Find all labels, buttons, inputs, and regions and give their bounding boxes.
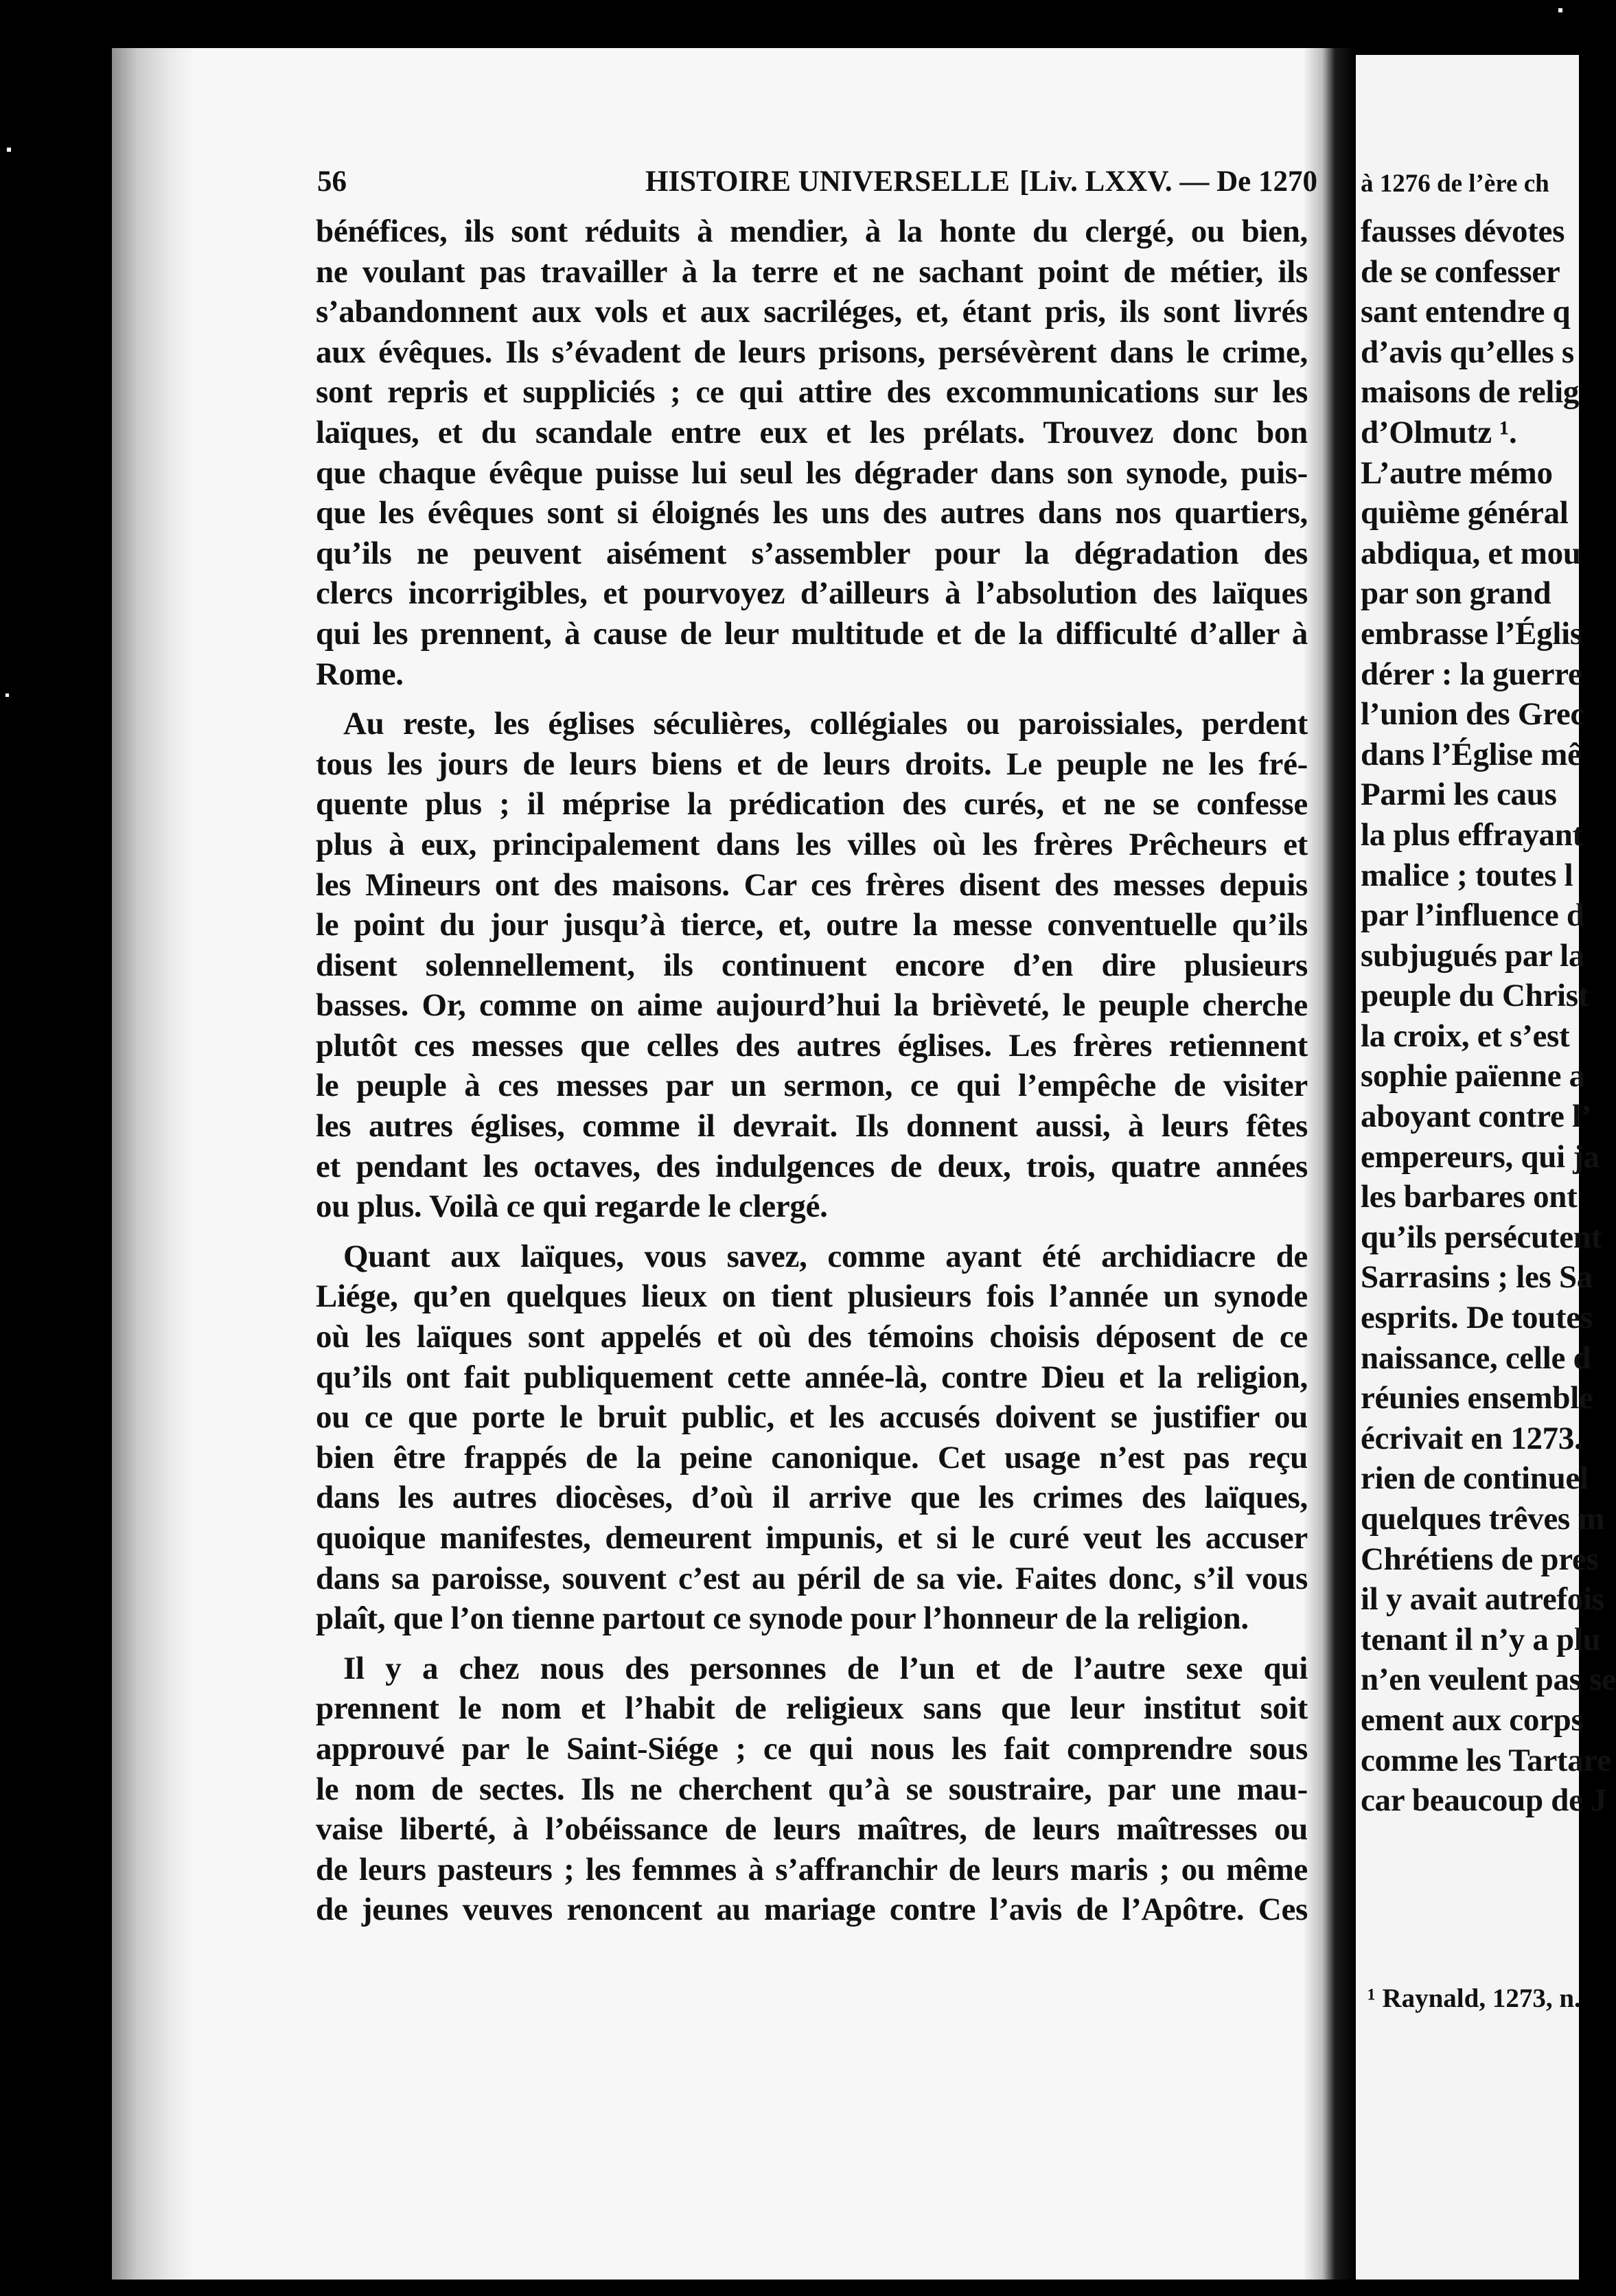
text-line: sont repris et suppliciés ; ce qui attire des excommunications sur les <box>316 374 1308 411</box>
book-title: HISTOIRE UNIVERSELLE <box>645 165 1010 198</box>
right-text-line: quième général <box>1361 495 1569 531</box>
book-range: [Liv. LXXV. — De 1270 <box>1019 165 1318 198</box>
text-line: aux évêques. Ils s’évadent de leurs prisons, persévèrent dans le crime, <box>316 334 1308 370</box>
right-text-line: d’Olmutz ¹. <box>1361 414 1517 450</box>
running-header <box>317 165 1318 206</box>
right-text-line: naissance, celle d <box>1361 1340 1591 1376</box>
page-edge-shadow <box>112 48 194 2280</box>
right-text-line: empereurs, qui ja <box>1361 1138 1600 1175</box>
text-line: qu’ils ont fait publiquement cette année-là, contre Dieu et la religion, <box>316 1359 1308 1395</box>
right-text-line: subjugués par la <box>1361 937 1585 974</box>
text-line: prennent le nom et l’habit de religieux sans que leur institut soit <box>316 1690 1308 1727</box>
text-line: qui les prennent, à cause de leur multitude et de la difficulté d’aller à <box>316 615 1308 652</box>
paragraph-gap <box>316 1227 1308 1237</box>
body-text <box>316 211 1308 1930</box>
right-text-line: maisons de relig <box>1361 374 1580 411</box>
text-line: bien être frappés de la peine canonique. Cet usage n’est pas reçu <box>316 1439 1308 1476</box>
right-text-line: L’autre mémo <box>1361 455 1553 491</box>
right-text-line: la croix, et s’est <box>1361 1018 1570 1054</box>
text-line: et pendant les octaves, des indulgences de deux, trois, quatre années <box>316 1148 1308 1184</box>
right-text-line: Sarrasins ; les Sa <box>1361 1259 1593 1296</box>
right-text-line: écrivait en 1273. <box>1361 1420 1582 1456</box>
right-text-line: Parmi les caus <box>1361 777 1557 813</box>
right-text-line: il y avait autrefois <box>1361 1581 1604 1618</box>
text-line: clercs incorrigibles, et pourvoyez d’ailleurs à l’absolution des laïques <box>316 575 1308 612</box>
right-text-line: réunies ensemble <box>1361 1380 1593 1416</box>
text-line: les autres églises, comme il devrait. Ils donnent aussi, à leurs fêtes <box>316 1108 1308 1145</box>
text-line: plaît, que l’on tienne partout ce synode pour l’honneur de la religion. <box>316 1600 1249 1637</box>
text-line: dans les autres diocèses, d’où il arrive que les crimes des laïques, <box>316 1480 1308 1516</box>
right-text-line: comme les Tartare <box>1361 1742 1611 1778</box>
text-line: le point du jour jusqu’à tierce, et, outre la messe conventuelle qu’ils <box>316 907 1308 943</box>
right-text-line: esprits. De toutes <box>1361 1300 1593 1336</box>
text-line: de jeunes veuves renoncent au mariage contre l’avis de l’Apôtre. Ces <box>316 1892 1308 1928</box>
text-line: plus à eux, principalement dans les villes où les frères Prêcheurs et <box>316 826 1308 862</box>
book-gutter <box>1304 48 1356 2280</box>
right-text-line: qu’ils persécutent <box>1361 1219 1602 1255</box>
page-number: 56 <box>317 165 347 198</box>
text-line: tous les jours de leurs biens et de leurs droits. Le peuple ne les fré- <box>316 746 1308 782</box>
right-text-line: quelques trêves m <box>1361 1501 1605 1537</box>
right-text-line: sant entendre q <box>1361 294 1571 330</box>
text-line: basses. Or, comme on aime aujourd’hui la brièveté, le peuple cherche <box>316 987 1308 1024</box>
right-text-line: sophie païenne a <box>1361 1058 1585 1094</box>
text-line: s’abandonnent aux vols et aux sacriléges, et, étant pris, ils sont livrés <box>316 294 1308 330</box>
text-line: quente plus ; il méprise la prédication des curés, et ne se confesse <box>316 786 1308 823</box>
right-text-line: car beaucoup de J <box>1361 1782 1607 1819</box>
right-text-line: fausses dévotes <box>1361 214 1565 249</box>
text-line: laïques, et du scandale entre eux et les prélats. Trouvez donc bon <box>316 414 1308 450</box>
text-line: approuvé par le Saint-Siége ; ce qui nous les fait comprendre sous <box>316 1730 1308 1767</box>
right-text-line: les barbares ont <box>1361 1179 1578 1215</box>
text-line: bénéfices, ils sont réduits à mendier, à la honte du clergé, ou bien, <box>316 214 1308 249</box>
text-line: Il y a chez nous des personnes de l’un et de l’autre sexe qui <box>343 1650 1308 1686</box>
scan-speck <box>7 148 11 152</box>
right-text-line: par son grand <box>1361 575 1551 612</box>
right-text-line: abdiqua, et mou <box>1361 535 1581 571</box>
footnote: ¹ Raynald, 1273, n. <box>1367 1984 1581 2013</box>
right-text-line: de se confesser <box>1361 253 1560 290</box>
right-page-text <box>1361 211 1616 1821</box>
right-text-line: l’union des Grec <box>1361 696 1584 733</box>
right-text-line: peuple du Christ <box>1361 978 1589 1014</box>
text-line: Liége, qu’en quelques lieux on tient plusieurs fois l’année un synode <box>316 1278 1308 1315</box>
paragraph-gap <box>316 694 1308 704</box>
right-text-line: dérer : la guerre <box>1361 656 1582 692</box>
right-text-line: dans l’Église mê <box>1361 736 1582 772</box>
text-line: dans sa paroisse, souvent c’est au péril de sa vie. Faites donc, s’il vous <box>316 1560 1308 1596</box>
text-line: disent solennellement, ils continuent encore d’en dire plusieurs <box>316 947 1308 983</box>
scan-speck <box>5 693 9 697</box>
right-text-line: Chrétiens de pres <box>1361 1541 1599 1577</box>
right-text-line: ement aux corps <box>1361 1701 1584 1738</box>
right-text-line: la plus effrayant <box>1361 816 1583 853</box>
text-line: quoique manifestes, demeurent impunis, et si le curé veut les accuser <box>316 1520 1308 1556</box>
text-line: vaise liberté, à l’obéissance de leurs maîtres, de leurs maîtresses ou <box>316 1811 1308 1848</box>
text-line: ou ce que porte le bruit public, et les accusés doivent se justifier ou <box>316 1399 1308 1436</box>
right-text-line: rien de continuel <box>1361 1460 1589 1497</box>
text-line: le nom de sectes. Ils ne cherchent qu’à se soustraire, par une mau- <box>316 1771 1308 1807</box>
text-line: de leurs pasteurs ; les femmes à s’affranchir de leurs maris ; ou même <box>316 1851 1308 1887</box>
text-line: Quant aux laïques, vous savez, comme ayant été archidiacre de <box>343 1238 1308 1274</box>
text-line: le peuple à ces messes par un sermon, ce qui l’empêche de visiter <box>316 1068 1308 1104</box>
text-line: Rome. <box>316 656 404 692</box>
right-text-line: n’en veulent pas se <box>1361 1662 1616 1698</box>
text-line: qu’ils ne peuvent aisément s’assembler pour la dégradation des <box>316 535 1308 571</box>
text-line: que chaque évêque puisse lui seul les dégrader dans son synode, puis- <box>316 455 1308 491</box>
text-line: ne voulant pas travailler à la terre et ne sachant point de métier, ils <box>316 253 1308 290</box>
right-text-line: par l’influence d <box>1361 897 1584 934</box>
right-text-line: aboyant contre l’ <box>1361 1099 1592 1135</box>
text-line: Au reste, les églises séculières, collégiales ou paroissiales, perdent <box>343 706 1308 742</box>
text-line: les Mineurs ont des maisons. Car ces frères disent des messes depuis <box>316 866 1308 903</box>
text-line: où les laïques sont appelés et où des témoins choisis déposent de ce <box>316 1319 1308 1355</box>
right-text-line: malice ; toutes l <box>1361 857 1573 893</box>
text-line: que les évêques sont si éloignés les uns des autres dans nos quartiers, <box>316 495 1308 531</box>
paragraph-gap <box>316 1639 1308 1649</box>
scan-speck <box>1558 8 1562 12</box>
right-text-line: embrasse l’Églis <box>1361 615 1582 652</box>
right-text-line: tenant il n’y a plu <box>1361 1621 1601 1657</box>
text-line: ou plus. Voilà ce qui regarde le clergé. <box>316 1189 828 1225</box>
right-text-line: d’avis qu’elles s <box>1361 334 1574 370</box>
text-line: plutôt ces messes que celles des autres églises. Les frères retiennent <box>316 1027 1308 1064</box>
right-page-header: à 1276 de l’ère ch <box>1361 170 1549 198</box>
